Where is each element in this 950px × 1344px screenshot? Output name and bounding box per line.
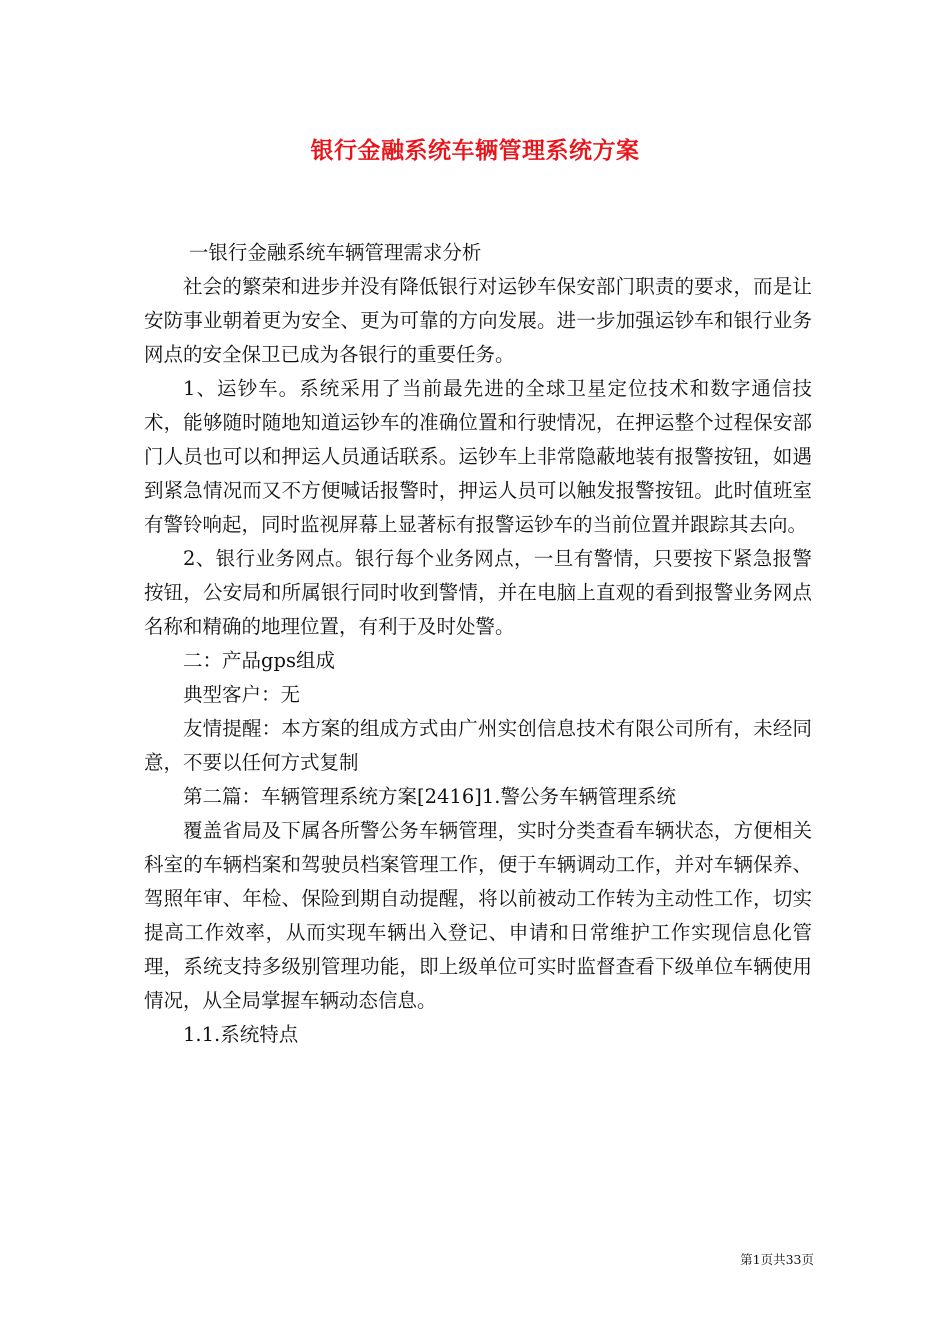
paragraph: 1、运钞车。系统采用了当前最先进的全球卫星定位技术和数字通信技术，能够随时随地知道运钞车的准确位置和行驶情况，在押运整个过程保安部门人员也可以和押运人员通话联系。运钞车上非常隐蔽地装有报警按钮，如遇到紧急情况而又不方便喊话报警时，押运人员可以触发报警按钮。此时值班室有警铃响起，同时监视屏幕上显著标有报警运钞车的当前位置并跟踪其去向。 [144,377,812,536]
paragraph: 友情提醒：本方案的组成方式由广州实创信息技术有限公司所有，未经同意，不要以任何方式复制 [144,717,812,774]
paragraph: 覆盖省局及下属各所警公务车辆管理，实时分类查看车辆状态，方便相关科室的车辆档案和驾驶员档案管理工作，便于车辆调动工作，并对车辆保养、驾照年审、年检、保险到期自动提醒，将以前被动工作转为主动性工作，切实提高工作效率，从而实现车辆出入登记、申请和日常维护工作实现信息化管理，系统支持多级别管理功能，即上级单位可实时监督查看下级单位车辆使用情况，从全局掌握车辆动态信息。 [144,819,812,1012]
document-body [144,236,812,1052]
chapter-heading: 第二篇：车辆管理系统方案[2416]1.警公务车辆管理系统 [183,785,676,808]
section-heading-2: 二：产品gps组成 [183,649,335,672]
section-heading-1: 一银行金融系统车辆管理需求分析 [188,241,482,264]
subsection-heading: 1.1.系统特点 [183,1023,299,1046]
page-number: 第1页共33页 [740,1252,814,1267]
document-title: 银行金融系统车辆管理系统方案 [310,137,640,164]
paragraph: 典型客户：无 [183,683,301,706]
paragraph: 社会的繁荣和进步并没有降低银行对运钞车保安部门职责的要求，而是让安防事业朝着更为安全、更为可靠的方向发展。进一步加强运钞车和银行业务网点的安全保卫已成为各银行的重要任务。 [144,275,812,366]
paragraph: 2、银行业务网点。银行每个业务网点，一旦有警情，只要按下紧急报警按钮，公安局和所属银行同时收到警情，并在电脑上直观的看到报警业务网点名称和精确的地理位置，有利于及时处警。 [144,547,812,638]
